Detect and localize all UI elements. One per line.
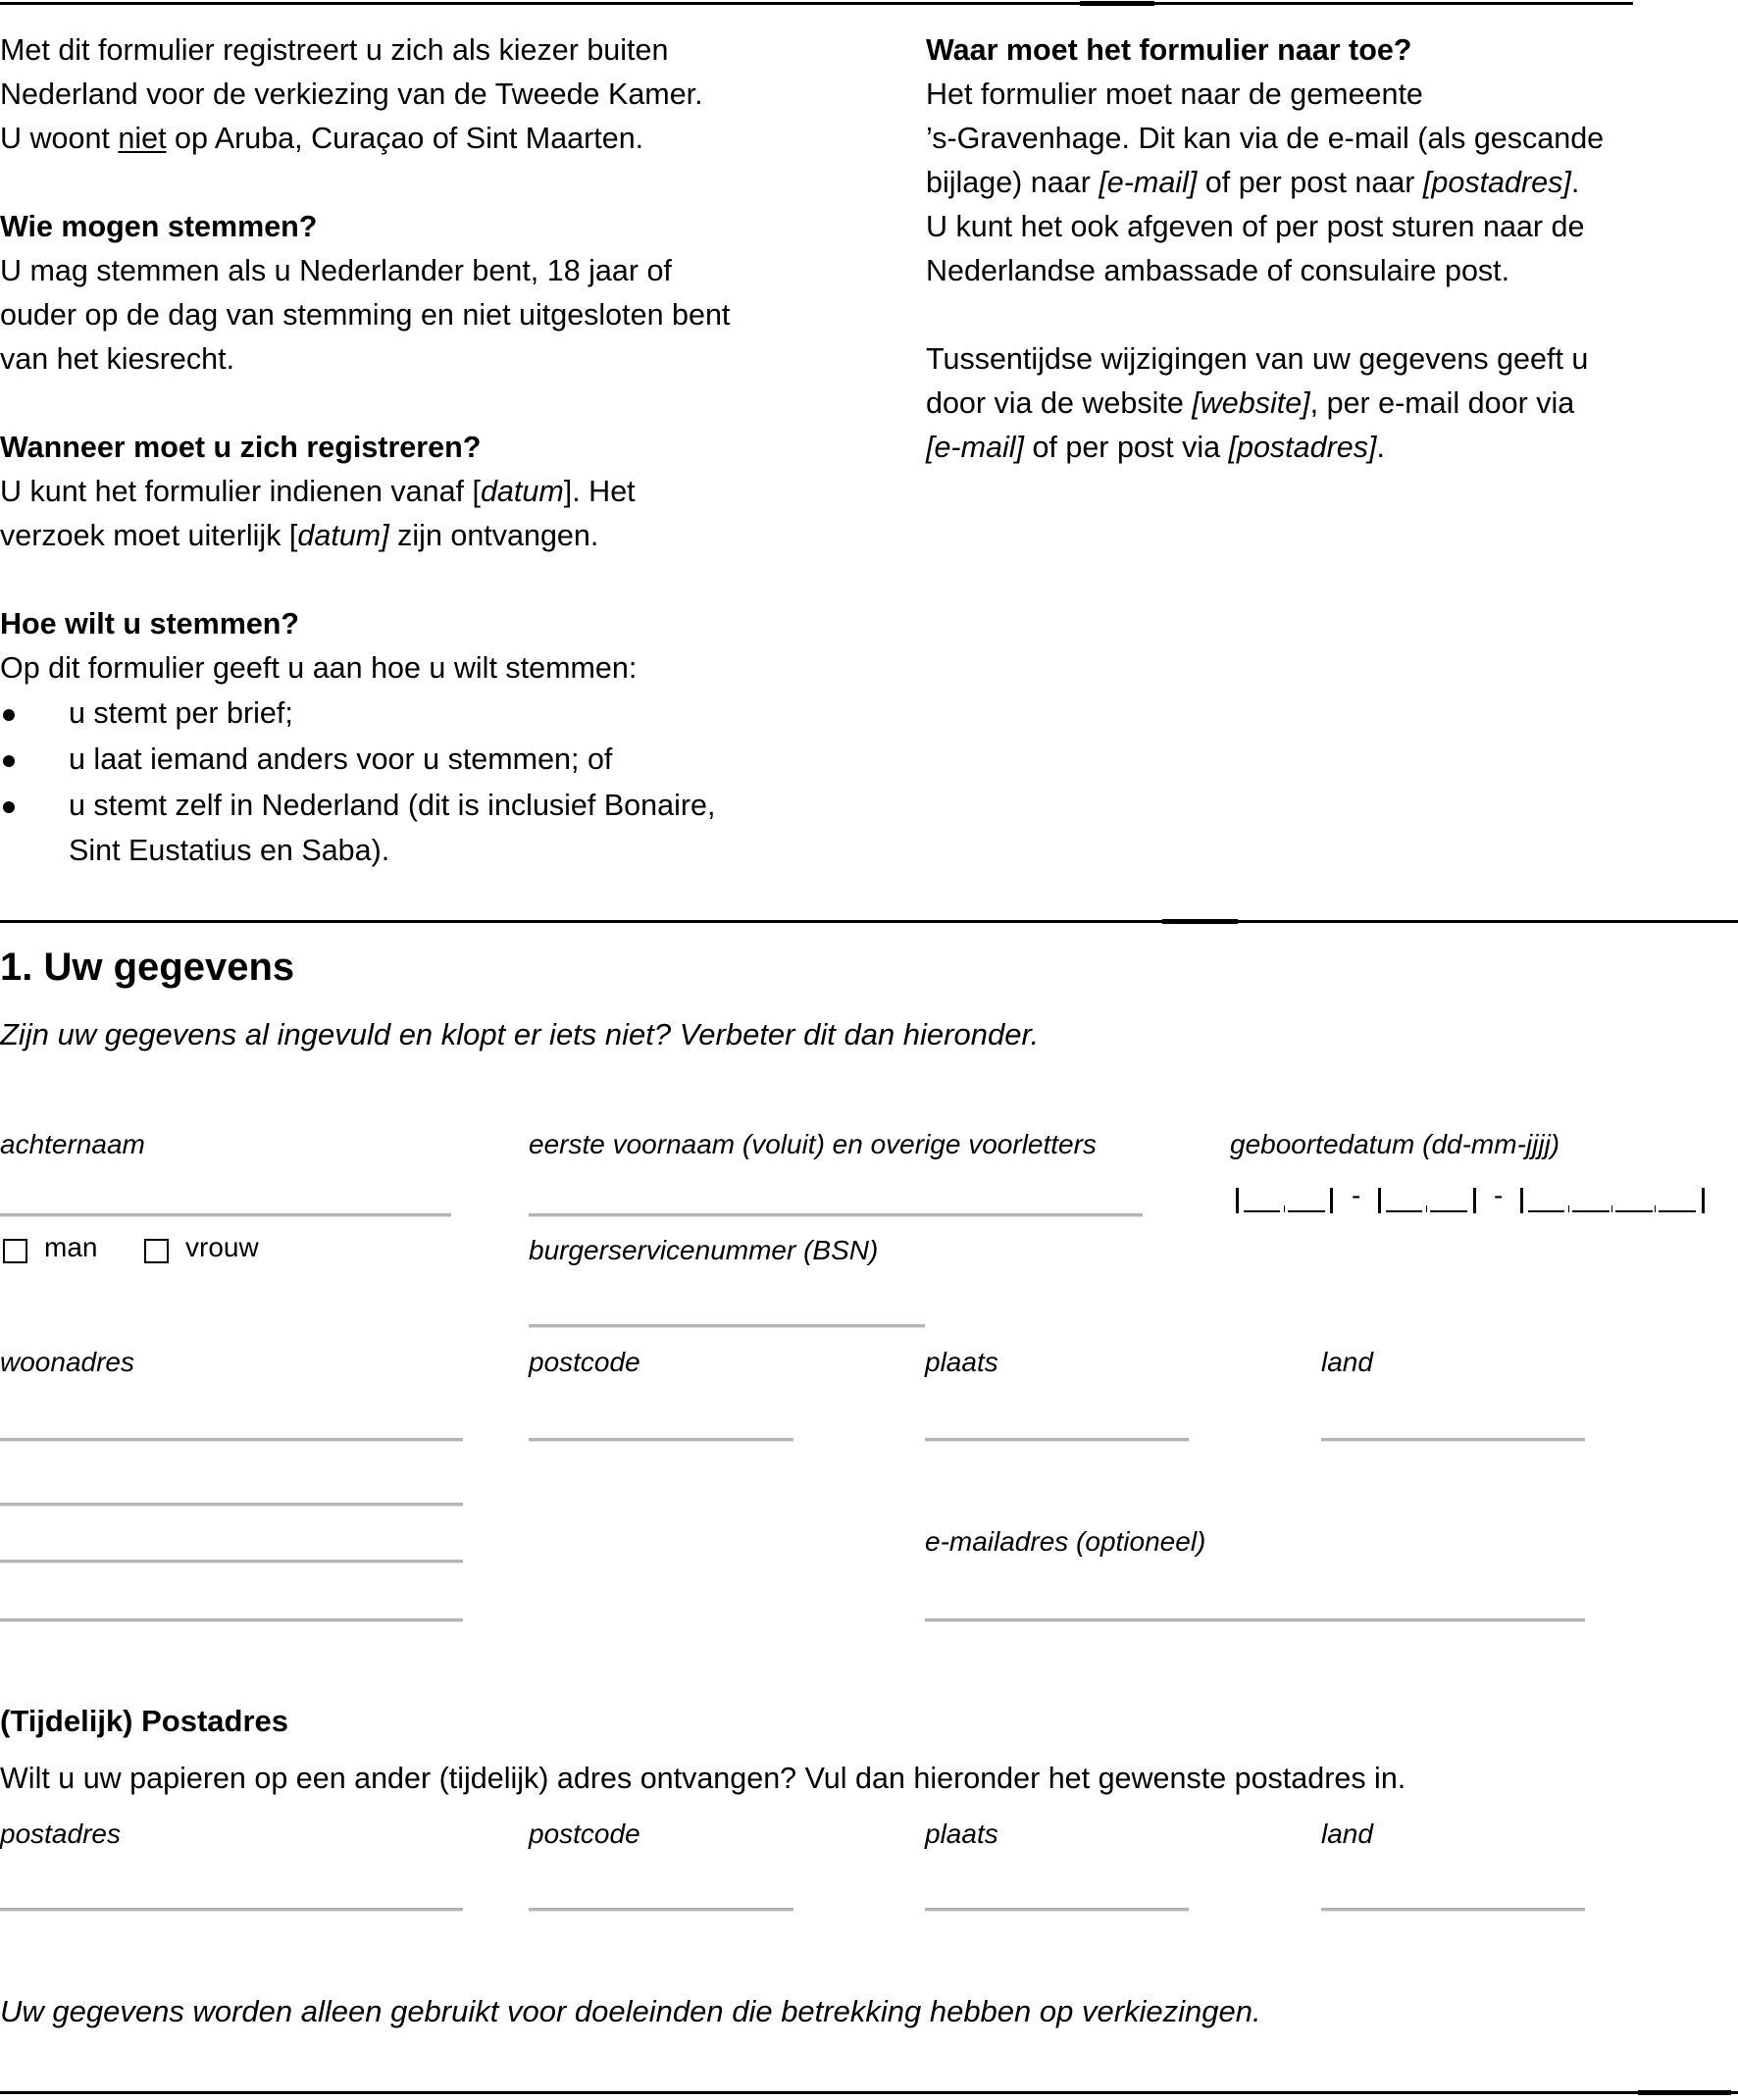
bottom-divider-mark	[1638, 2090, 1731, 2095]
woonadres-label: woonadres	[0, 1347, 134, 1377]
privacy-note: Uw gegevens worden alleen gebruikt voor doeleinden die betrekking hebben op verkiezingen.	[0, 1994, 1261, 2028]
intro-line-3	[0, 117, 730, 161]
how-intro: Op dit formulier geeft u aan hoe u wilt stemmen:	[0, 651, 638, 685]
date-placeholder: datum	[480, 475, 564, 508]
list-item-text: u laat iemand anders voor u stemmen; of	[69, 743, 613, 776]
list-item-text: u stemt zelf in Nederland (dit is inclusief Bonaire,	[69, 789, 716, 822]
where-line: ’s-Gravenhage. Dit kan via de e-mail (als gescande	[926, 122, 1605, 155]
who-line: U mag stemmen als u Nederlander bent, 18 jaar of	[0, 254, 672, 287]
woonadres-field-line-4[interactable]	[0, 1618, 463, 1622]
top-divider	[0, 2, 1633, 5]
achternaam-field[interactable]	[0, 1213, 451, 1217]
date-day-separator-right	[1330, 1188, 1333, 1213]
list-item-continuation: Sint Eustatius en Saba).	[69, 834, 390, 867]
plaats-field[interactable]	[925, 1438, 1189, 1442]
gender-vrouw-checkbox[interactable]	[144, 1239, 169, 1263]
changes-line	[926, 426, 1604, 470]
date-year-digit-4[interactable]	[1659, 1210, 1696, 1212]
bullet-icon	[3, 755, 15, 767]
changes-text: door via de website	[926, 386, 1193, 420]
gender-man-checkbox[interactable]	[3, 1239, 27, 1263]
when-heading: Wanneer moet u zich registreren?	[0, 431, 482, 464]
where-text: .	[1570, 166, 1580, 199]
date-month-separator-left	[1378, 1188, 1381, 1213]
date-year-digit-2[interactable]	[1572, 1210, 1610, 1212]
changes-text: , per e-mail door via	[1309, 386, 1575, 420]
email-placeholder: [e-mail]	[926, 431, 1024, 464]
when-line-2-post: zijn ontvangen.	[388, 519, 599, 552]
bottom-divider	[0, 2091, 1738, 2094]
where-line: Nederlandse ambassade of consulaire post.	[926, 254, 1510, 287]
postadres-postcode-label: postcode	[529, 1818, 640, 1849]
who-line: van het kiesrecht.	[0, 342, 235, 376]
how-heading: Hoe wilt u stemmen?	[0, 607, 300, 640]
postcode-label: postcode	[529, 1347, 640, 1377]
email-placeholder: [e-mail]	[1099, 166, 1198, 199]
date-month-tick	[1426, 1205, 1427, 1212]
date-placeholder: datum]	[297, 519, 389, 552]
date-day-tick	[1284, 1205, 1285, 1212]
bullet-icon	[3, 709, 15, 721]
land-label: land	[1321, 1347, 1373, 1377]
postadres-label: postadres	[0, 1818, 121, 1849]
when-line-1-post: ]. Het	[563, 475, 636, 508]
date-month-separator-right	[1473, 1188, 1476, 1213]
voting-methods-list	[0, 691, 730, 873]
when-line-1	[0, 470, 730, 514]
when-line-1-pre: U kunt het formulier indienen vanaf [	[0, 475, 481, 508]
date-day-digit-1[interactable]	[1244, 1210, 1280, 1212]
who-heading: Wie mogen stemmen?	[0, 210, 318, 243]
top-divider-mark	[1080, 1, 1154, 6]
date-year-tick	[1655, 1205, 1656, 1212]
list-item	[0, 737, 730, 783]
intro-emphasis-niet: niet	[118, 122, 167, 155]
postadres-field[interactable]	[0, 1908, 463, 1912]
section-divider	[0, 920, 1738, 923]
postadres-plaats-field[interactable]	[925, 1908, 1189, 1912]
date-year-tick	[1611, 1205, 1612, 1212]
date-year-digit-3[interactable]	[1615, 1210, 1653, 1212]
postadres-land-label: land	[1321, 1818, 1373, 1849]
intro-line-3-post: op Aruba, Curaçao of Sint Maarten.	[166, 122, 644, 155]
intro-line-1: Met dit formulier registreert u zich als kiezer buiten	[0, 33, 669, 67]
geboortedatum-field[interactable]	[1226, 1182, 1716, 1221]
voornaam-field[interactable]	[529, 1213, 1143, 1217]
postadres-sentence: Wilt u uw papieren op een ander (tijdelijk) adres ontvangen? Vul dan hieronder het gewenste postadres in.	[0, 1762, 1406, 1795]
list-item-text: u stemt per brief;	[69, 696, 293, 730]
section-subtitle: Zijn uw gegevens al ingevuld en klopt er iets niet? Verbeter dit dan hieronder.	[0, 1017, 1040, 1051]
bsn-label: burgerservicenummer (BSN)	[529, 1235, 879, 1265]
postadres-postcode-field[interactable]	[529, 1908, 793, 1912]
date-day-separator-left	[1236, 1188, 1239, 1213]
postadres-land-field[interactable]	[1321, 1908, 1585, 1912]
voornaam-label: eerste voornaam (voluit) en overige voorletters	[529, 1129, 1097, 1159]
bullet-icon	[3, 801, 15, 813]
right-column	[926, 28, 1604, 470]
left-column	[0, 28, 730, 873]
date-year-separator-left	[1520, 1188, 1523, 1213]
changes-line	[926, 382, 1604, 426]
changes-text: of per post via	[1024, 431, 1229, 464]
date-year-separator-right	[1702, 1188, 1705, 1213]
where-text: bijlage) naar	[926, 166, 1099, 199]
changes-line: Tussentijdse wijzigingen van uw gegevens geeft u	[926, 342, 1589, 376]
woonadres-field-line-2[interactable]	[0, 1503, 463, 1507]
changes-text: .	[1376, 431, 1385, 464]
section-title: 1. Uw gegevens	[0, 946, 295, 989]
where-line: U kunt het ook afgeven of per post sturen naar de	[926, 210, 1585, 243]
postadres-plaats-label: plaats	[925, 1818, 998, 1849]
when-line-2-pre: verzoek moet uiterlijk [	[0, 519, 298, 552]
where-line: Het formulier moet naar de gemeente	[926, 77, 1423, 111]
gender-man-label: man	[44, 1232, 98, 1262]
achternaam-label: achternaam	[0, 1129, 145, 1159]
postcode-field[interactable]	[529, 1438, 793, 1442]
date-month-digit-2[interactable]	[1430, 1210, 1467, 1212]
plaats-label: plaats	[925, 1347, 998, 1377]
where-line	[926, 161, 1604, 205]
where-text: of per post naar	[1197, 166, 1423, 199]
date-dash: -	[1494, 1180, 1504, 1210]
section-divider-mark	[1162, 919, 1238, 924]
bsn-field[interactable]	[529, 1324, 925, 1328]
list-item	[0, 783, 730, 873]
woonadres-field-line-1[interactable]	[0, 1438, 463, 1442]
email-field[interactable]	[925, 1618, 1585, 1622]
date-dash: -	[1352, 1180, 1361, 1210]
list-item	[0, 691, 730, 737]
email-label: e-mailadres (optioneel)	[925, 1526, 1206, 1557]
website-placeholder: [website]	[1192, 386, 1310, 420]
date-year-digit-1[interactable]	[1528, 1210, 1564, 1212]
woonadres-field-line-3[interactable]	[0, 1560, 463, 1563]
where-heading: Waar moet het formulier naar toe?	[926, 33, 1412, 67]
intro-line-2: Nederland voor de verkiezing van de Tweede Kamer.	[0, 77, 703, 111]
who-line: ouder op de dag van stemming en niet uitgesloten bent	[0, 298, 731, 332]
postadres-placeholder: [postadres]	[1422, 166, 1571, 199]
date-month-digit-1[interactable]	[1386, 1210, 1422, 1212]
land-field[interactable]	[1321, 1438, 1585, 1442]
when-line-2	[0, 514, 730, 558]
postadres-heading: (Tijdelijk) Postadres	[0, 1704, 289, 1738]
date-year-tick	[1568, 1205, 1569, 1212]
postadres-placeholder: [postadres]	[1228, 431, 1377, 464]
geboortedatum-label: geboortedatum (dd-mm-jjjj)	[1230, 1129, 1560, 1159]
date-day-digit-2[interactable]	[1288, 1210, 1325, 1212]
intro-line-3-pre: U woont	[0, 122, 119, 155]
gender-vrouw-label: vrouw	[185, 1232, 259, 1262]
